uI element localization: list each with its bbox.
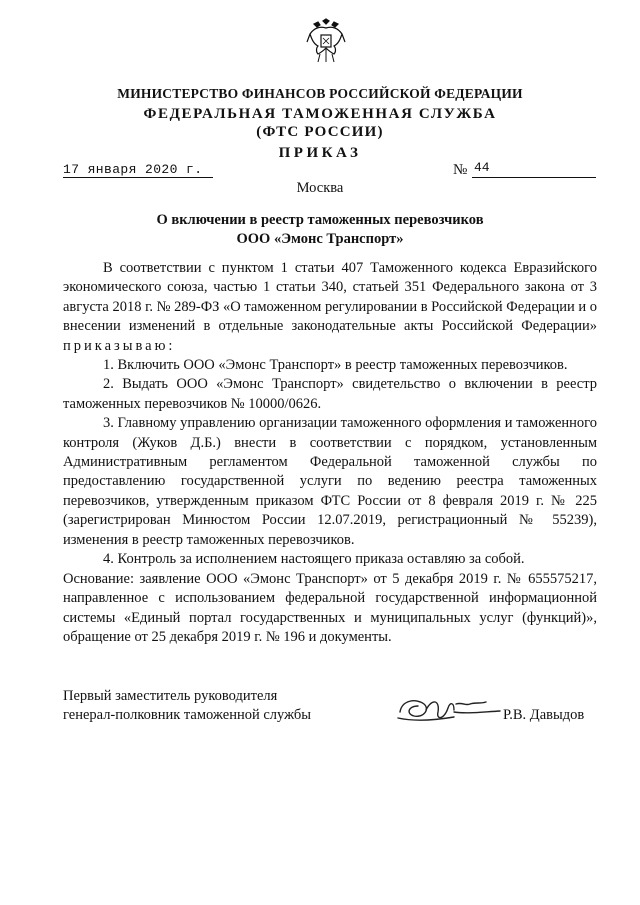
- service-name: ФЕДЕРАЛЬНАЯ ТАМОЖЕННАЯ СЛУЖБА: [143, 106, 497, 122]
- preamble-text: В соответствии с пунктом 1 статьи 407 Таможенного кодекса Евразийского экономического союза, частью 1 статьи 340, статьей 351 Федерального закона от 3 августа 2018 г. № 289-ФЗ «О таможенном регулировании в Российской Федерации и о внесении изменений в отдельные законодательные акты Российской Федерации»: [63, 260, 598, 335]
- order-word: приказываю:: [63, 337, 176, 354]
- number-underline: [472, 157, 596, 178]
- order-item-1: 1. Включить ООО «Эмонс Транспорт» в реестр таможенных перевозчиков.: [103, 357, 568, 374]
- signer-position-line-2: генерал-полковник таможенной службы: [63, 707, 312, 723]
- ministry-name: МИНИСТЕРСТВО ФИНАНСОВ РОССИЙСКОЙ ФЕДЕРАЦИИ: [117, 86, 523, 101]
- service-abbreviation: (ФТС РОССИИ): [256, 124, 384, 140]
- document-date: 17 января 2020 г.: [63, 162, 203, 177]
- order-body: [63, 259, 597, 570]
- document-type: ПРИКАЗ: [278, 145, 362, 161]
- city: Москва: [296, 180, 344, 196]
- coat-of-arms-icon: [306, 18, 346, 64]
- basis-text: Основание: заявление ООО «Эмонс Транспорт» от 5 декабря 2019 г. № 655575217, направленное с использованием федеральной государственной информационной системы «Единый портал государственных и муниципальных услуг (функций)», обращение от 25 декабря 2019 г. № 196 и документы.: [63, 571, 597, 646]
- order-item-3: 3. Главному управлению организации таможенного оформления и таможенного контроля (Жуков Д.Б.) внести в соответствии с порядком, установленным Административным регламентом Федеральной таможенной службы по предоставлению государственной услуги по ведению реестра таможенных перевозчиков, утвержденным приказом ФТС России от 8 февраля 2019 г. № 225 (зарегистрирован Минюстом России 12.07.2019, регистрационный № 55239), изменения в реестр таможенных перевозчиков.: [63, 415, 597, 548]
- preamble-paragraph: [63, 259, 597, 356]
- order-title-line-2: ООО «Эмонс Транспорт»: [236, 231, 404, 247]
- document-number: 44: [474, 160, 490, 175]
- basis-section: [63, 570, 597, 648]
- signer-name: Р.В. Давыдов: [503, 707, 585, 723]
- number-sign: №: [453, 162, 468, 178]
- order-item-2: 2. Выдать ООО «Эмонс Транспорт» свидетельство о включении в реестр таможенных перевозчиков № 10000/0626.: [63, 376, 597, 412]
- order-title-line-1: О включении в реестр таможенных перевозчиков: [156, 212, 484, 228]
- handwritten-signature: [396, 690, 506, 730]
- signer-position-line-1: Первый заместитель руководителя: [63, 688, 278, 704]
- order-item-4: 4. Контроль за исполнением настоящего приказа оставляю за собой.: [103, 551, 525, 568]
